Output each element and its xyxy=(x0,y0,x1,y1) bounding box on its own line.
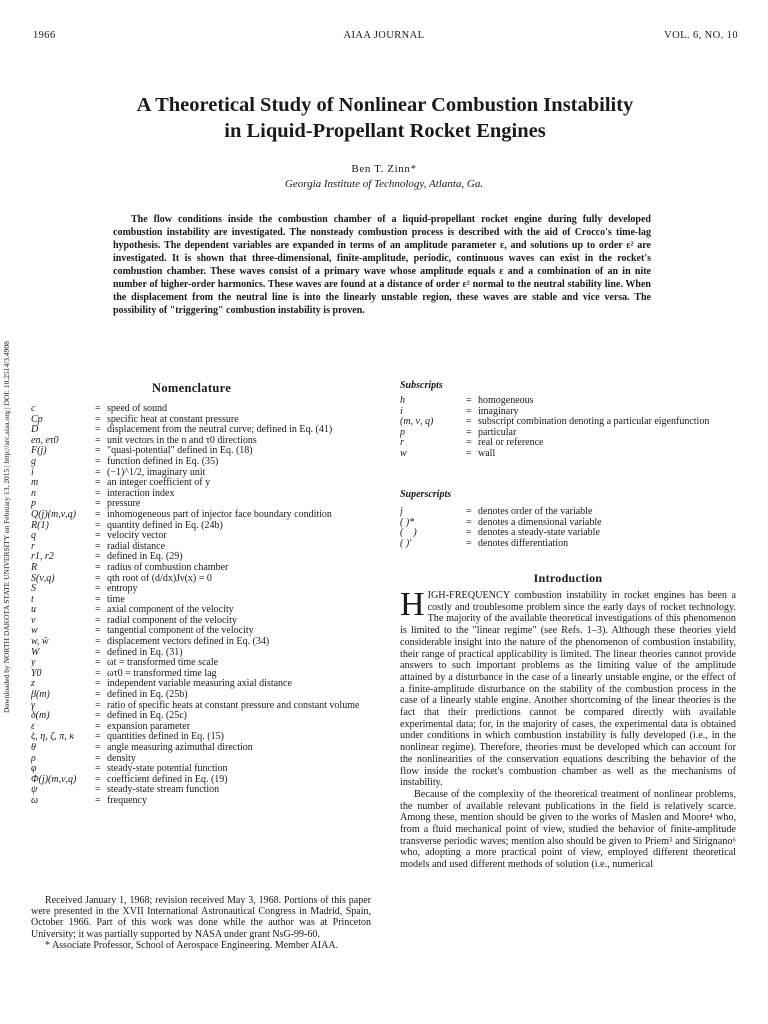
nomenclature-list xyxy=(31,404,369,807)
subscript-symbol: (m, ν, q) xyxy=(400,417,434,428)
nomenclature-definition: ratio of specific heats at constant pressure and constant volume xyxy=(107,699,360,711)
nomenclature-equals: = xyxy=(95,551,101,563)
nomenclature-row xyxy=(31,478,369,489)
nomenclature-equals: = xyxy=(95,699,101,711)
nomenclature-row xyxy=(31,637,369,648)
intro-paragraph-1 xyxy=(400,586,736,789)
nomenclature-symbol: Φ(j)(m,ν,q) xyxy=(31,774,77,785)
nomenclature-definition: ωt = transformed time scale xyxy=(107,657,219,669)
nomenclature-symbol: w xyxy=(31,626,38,637)
abstract: The flow conditions inside the combustion chamber of a liquid-propellant rocket engine during fully developed combustion instability are investigated. The nonsteady combustion process is described with the aid of Crocco's time-lag hypothesis. The dependent variables are expanded in terms of an amplitude parameter ε, and solutions up to order ε² are investigated. It is shown that three-dimensional, finite-amplitude, periodic, continuous waves can exist in the rocket's combustion chamber. These waves consist of a primary wave whose amplitude equals ε and a combination of an in nite number of higher-order harmonics. These waves are found at a distance of order ε² normal to the neutral stability line. When the displacement from the neutral line is into the linearly unstable region, these waves are stable and vice versa. The possibility of "triggering" combustion instability is proven. xyxy=(113,214,651,316)
nomenclature-row xyxy=(31,563,369,574)
subscript-symbol: r xyxy=(400,438,404,449)
nomenclature-symbol: S xyxy=(31,584,36,595)
nomenclature-equals: = xyxy=(95,434,101,446)
nomenclature-definition: frequency xyxy=(107,794,147,806)
superscript-equals: = xyxy=(466,537,472,549)
nomenclature-definition: unit vectors in the n and τ0 directions xyxy=(107,434,257,446)
nomenclature-equals: = xyxy=(95,424,101,436)
title-line-1: A Theoretical Study of Nonlinear Combustion Instability xyxy=(136,94,634,116)
nomenclature-definition: defined in Eq. (25c) xyxy=(107,710,187,722)
nomenclature-equals: = xyxy=(95,710,101,722)
nomenclature-row xyxy=(31,404,369,415)
superscript-equals: = xyxy=(466,506,472,517)
nomenclature-row xyxy=(31,457,369,468)
nomenclature-definition: (−1)^1/2, imaginary unit xyxy=(107,466,206,478)
superscript-symbol: j xyxy=(400,507,403,517)
nomenclature-equals: = xyxy=(95,519,101,531)
nomenclature-definition: quantity defined in Eq. (24b) xyxy=(107,519,223,531)
nomenclature-equals: = xyxy=(95,614,101,626)
nomenclature-definition: quantities defined in Eq. (15) xyxy=(107,731,224,743)
paper-title xyxy=(40,92,730,144)
nomenclature-definition: inhomogeneous part of injector face boundary condition xyxy=(107,508,332,520)
nomenclature-definition: entropy xyxy=(107,583,138,595)
nomenclature-definition: ωτ0 = transformed time lag xyxy=(107,667,217,679)
superscript-row xyxy=(400,539,736,550)
intro-paragraph-1-text: IGH-FREQUENCY combustion instability in rocket engines has been a costly and troublesome problem since the early days of rocket technology. The majority of the available theoretical investigations of this phenomenon is limited to the "linear regime" (see Refs. 1–3). Although these theories yield considerable insight into the nature of the phenomenon of combustion instability, their range of practical applicability is limited. The linear theories cannot provide answers to such important problems as the limiting value of the amplitude attained by a disturbance in the case of a linearly unstable engine, or the effect of a finite-amplitude disturbance on the stability of the combustion process in the case of a linearly stable engine. Another shortcoming of the linear theories is the fact that their predictions cannot be compared directly with available experimental data; for, in the majority of cases, the experimental data is obtained under conditions in which combustion instability is fully developed (i.e., in the nonlinear regime). Therefore, theories must be developed which can account for the nonlinearities of the conservation equations describing the behavior of the flow inside the rocket's combustion chamber as well as the mechanisms of instability. xyxy=(400,590,736,789)
nomenclature-row xyxy=(31,521,369,532)
nomenclature-symbol: r1, r2 xyxy=(31,552,54,563)
nomenclature-row xyxy=(31,701,369,712)
nomenclature-row xyxy=(31,510,369,521)
intro-paragraph-2: Because of the complexity of the theoretical treatment of nonlinear problems, the number of available relevant publications in the field is relatively scarce. Among these, mention should be given to the works of Maslen and Moore⁴ who, from a fluid mechanical point of view, studied the behavior of finite-amplitude transverse periodic waves; mention also should be given to Priem⁵ and Sirignano⁶ who, adopting a more practical point of view, employed different theoretical models and used different methods of solution (i.e., numerical xyxy=(400,788,736,871)
nomenclature-equals: = xyxy=(95,466,101,478)
nomenclature-equals: = xyxy=(95,752,101,764)
nomenclature-symbol: R(1) xyxy=(31,520,49,531)
nomenclature-equals: = xyxy=(95,487,101,499)
subscript-symbol: p xyxy=(400,427,405,438)
nomenclature-equals: = xyxy=(95,455,101,467)
nomenclature-equals: = xyxy=(95,731,101,743)
download-watermark: Downloaded by NORTH DAKOTA STATE UNIVERSITY on February 13, 2015 | http://arc.aiaa.org | DOI: 10.2514/3.4908 xyxy=(2,341,11,713)
introduction-heading: Introduction xyxy=(533,571,603,585)
nomenclature-definition: displacement vectors defined in Eq. (34) xyxy=(107,636,270,648)
nomenclature-symbol: z xyxy=(31,679,35,690)
superscript-equals: = xyxy=(466,527,472,539)
nomenclature-row xyxy=(31,711,369,722)
nomenclature-symbol: q xyxy=(31,531,36,542)
footnote xyxy=(31,895,371,951)
subscript-equals: = xyxy=(466,447,472,459)
nomenclature-definition: radial component of the velocity xyxy=(107,614,237,626)
subscripts-heading: Subscripts xyxy=(400,380,443,391)
superscripts-heading: Superscripts xyxy=(400,489,452,500)
superscript-equals: = xyxy=(466,516,472,528)
nomenclature-symbol: ξ, η, ζ, π, κ xyxy=(31,732,75,743)
nomenclature-symbol: θ xyxy=(31,743,36,753)
nomenclature-equals: = xyxy=(95,583,101,595)
nomenclature-symbol: R xyxy=(31,562,38,573)
subscript-equals: = xyxy=(466,437,472,449)
nomenclature-symbol: u xyxy=(31,605,36,616)
nomenclature-equals: = xyxy=(95,689,101,701)
nomenclature-definition: interaction index xyxy=(107,487,175,499)
subscript-row xyxy=(400,449,736,460)
title-line-2: in Liquid-Propellant Rocket Engines xyxy=(224,120,546,142)
nomenclature-definition: independent variable measuring axial distance xyxy=(107,678,292,690)
nomenclature-symbol: γ xyxy=(31,700,35,711)
nomenclature-equals: = xyxy=(95,593,101,605)
nomenclature-symbol: n xyxy=(31,488,36,499)
subscript-symbol: h xyxy=(400,396,405,406)
nomenclature-symbol: y xyxy=(31,658,36,669)
nomenclature-definition: coefficient defined in Eq. (19) xyxy=(107,773,228,785)
nomenclature-equals: = xyxy=(95,540,101,552)
subscript-row xyxy=(400,438,736,449)
nomenclature-symbol: Q(j)(m,ν,q) xyxy=(31,509,76,520)
nomenclature-symbol: w, ŵ xyxy=(31,637,49,648)
superscript-symbol: ( )′ xyxy=(400,538,412,549)
nomenclature-equals: = xyxy=(95,667,101,679)
nomenclature-symbol: F(j) xyxy=(31,446,47,457)
superscript-row xyxy=(400,528,736,539)
superscript-symbol: ( ¯ ) xyxy=(400,528,417,539)
nomenclature-symbol: m xyxy=(31,478,39,489)
superscript-definition: denotes a steady-state variable xyxy=(478,527,600,539)
nomenclature-definition: time xyxy=(107,593,125,605)
nomenclature-equals: = xyxy=(95,773,101,785)
subscript-equals: = xyxy=(466,426,472,438)
nomenclature-definition: defined in Eq. (29) xyxy=(107,551,183,563)
nomenclature-definition: defined in Eq. (25b) xyxy=(107,689,188,701)
nomenclature-row xyxy=(31,785,369,796)
subscript-equals: = xyxy=(466,405,472,417)
nomenclature-row xyxy=(31,542,369,553)
nomenclature-equals: = xyxy=(95,604,101,616)
nomenclature-definition: an integer coefficient of y xyxy=(107,477,211,489)
nomenclature-equals: = xyxy=(95,561,101,573)
nomenclature-symbol: ε xyxy=(31,721,35,732)
nomenclature-equals: = xyxy=(95,508,101,520)
nomenclature-definition: displacement from the neutral curve; defined in Eq. (41) xyxy=(107,424,333,436)
nomenclature-symbol: en, eτ0 xyxy=(31,435,59,446)
nomenclature-equals: = xyxy=(95,498,101,510)
nomenclature-definition: velocity vector xyxy=(107,530,167,542)
nomenclature-row xyxy=(31,584,369,595)
superscript-row xyxy=(400,507,736,518)
subscript-definition: imaginary xyxy=(478,405,519,417)
nomenclature-symbol: Y0 xyxy=(31,668,42,679)
subscript-definition: subscript combination denoting a particular eigenfunction xyxy=(478,416,710,428)
nomenclature-row xyxy=(31,574,369,585)
subscript-definition: wall xyxy=(478,447,496,459)
drop-cap: H xyxy=(400,586,425,623)
nomenclature-equals: = xyxy=(95,784,101,796)
nomenclature-symbol: c xyxy=(31,404,36,414)
superscript-symbol: ( )* xyxy=(400,517,415,528)
nomenclature-equals: = xyxy=(95,636,101,648)
nomenclature-symbol: S(ν,q) xyxy=(31,573,55,584)
nomenclature-row xyxy=(31,796,369,807)
author-affiliation: Georgia Institute of Technology, Atlanta, Ga. xyxy=(284,178,484,190)
nomenclature-equals: = xyxy=(95,763,101,775)
nomenclature-definition: pressure xyxy=(107,498,141,510)
nomenclature-symbol: β(m) xyxy=(31,690,50,701)
nomenclature-definition: "quasi-potential" defined in Eq. (18) xyxy=(107,445,253,457)
subscript-definition: homogeneous xyxy=(478,395,534,406)
nomenclature-symbol: φ xyxy=(31,764,37,775)
nomenclature-symbol: i xyxy=(31,467,34,478)
volume-issue: VOL. 6, NO. 10 xyxy=(664,30,738,41)
nomenclature-equals: = xyxy=(95,413,101,425)
nomenclature-equals: = xyxy=(95,794,101,806)
nomenclature-symbol: ω xyxy=(31,795,39,806)
nomenclature-equals: = xyxy=(95,445,101,457)
introduction-body xyxy=(400,586,736,871)
nomenclature-definition: defined in Eq. (31) xyxy=(107,646,183,658)
nomenclature-definition: angle measuring azimuthal direction xyxy=(107,742,253,753)
nomenclature-row xyxy=(31,679,369,690)
subscript-equals: = xyxy=(466,395,472,406)
journal-name: AIAA JOURNAL xyxy=(343,30,425,41)
author-name: Ben T. Zinn* xyxy=(351,163,417,175)
superscript-definition: denotes a dimensional variable xyxy=(478,516,602,528)
subscript-definition: particular xyxy=(478,426,517,438)
nomenclature-symbol: ψ xyxy=(31,785,38,796)
superscript-definition: denotes differentiation xyxy=(478,537,569,549)
nomenclature-equals: = xyxy=(95,678,101,690)
nomenclature-symbol: g xyxy=(31,456,36,467)
nomenclature-equals: = xyxy=(95,530,101,542)
nomenclature-definition: steady-state potential function xyxy=(107,763,228,775)
subscript-equals: = xyxy=(466,416,472,428)
nomenclature-symbol: δ(m) xyxy=(31,711,50,722)
nomenclature-symbol: r xyxy=(31,541,35,552)
subscript-row xyxy=(400,396,736,407)
subscript-row xyxy=(400,428,736,439)
nomenclature-symbol: D xyxy=(31,425,39,436)
nomenclature-equals: = xyxy=(95,657,101,669)
nomenclature-symbol: v xyxy=(31,615,36,626)
nomenclature-definition: radial distance xyxy=(107,540,166,552)
nomenclature-definition: density xyxy=(107,752,136,764)
page-number: 1966 xyxy=(33,30,56,41)
nomenclature-definition: function defined in Eq. (35) xyxy=(107,455,219,467)
nomenclature-equals: = xyxy=(95,625,101,637)
nomenclature-equals: = xyxy=(95,572,101,584)
nomenclature-row xyxy=(31,489,369,500)
nomenclature-row xyxy=(31,531,369,542)
footnote-received: Received January 1, 1968; revision received May 3, 1968. Portions of this paper were presented in the XVII International Astronautical Congress in Madrid, Spain, October 1966. Part of this work was done while the author was at Princeton University; it was partially supported by NASA under grant NsG-99-60. xyxy=(31,895,371,940)
nomenclature-equals: = xyxy=(95,477,101,489)
nomenclature-definition: tangential component of the velocity xyxy=(107,625,254,637)
nomenclature-equals: = xyxy=(95,720,101,732)
nomenclature-definition: expansion parameter xyxy=(107,720,191,732)
nomenclature-definition: steady-state stream function xyxy=(107,784,220,796)
nomenclature-symbol: Cp xyxy=(31,414,43,425)
nomenclature-row xyxy=(31,743,369,754)
nomenclature-equals: = xyxy=(95,646,101,658)
nomenclature-definition: speed of sound xyxy=(107,403,167,414)
nomenclature-definition: axial component of the velocity xyxy=(107,604,234,616)
nomenclature-definition: specific heat at constant pressure xyxy=(107,413,239,425)
nomenclature-equals: = xyxy=(95,403,101,414)
superscript-definition: denotes order of the variable xyxy=(478,506,593,517)
subscript-definition: real or reference xyxy=(478,437,544,449)
nomenclature-definition: radius of combustion chamber xyxy=(107,561,229,573)
nomenclature-symbol: ρ xyxy=(31,753,36,764)
nomenclature-definition: qth root of (d/dx)Jν(x) = 0 xyxy=(107,572,212,584)
footnote-author: * Associate Professor, School of Aerospace Engineering. Member AIAA. xyxy=(45,939,339,951)
subscript-row xyxy=(400,417,736,428)
subscript-symbol: w xyxy=(400,448,407,459)
nomenclature-symbol: p xyxy=(31,499,36,510)
superscripts-list xyxy=(400,507,736,549)
nomenclature-heading: Nomenclature xyxy=(152,381,232,395)
nomenclature-equals: = xyxy=(95,742,101,753)
nomenclature-symbol: W xyxy=(31,647,40,658)
nomenclature-symbol: t xyxy=(31,594,34,605)
subscripts-list xyxy=(400,396,736,460)
subscript-symbol: i xyxy=(400,406,403,417)
